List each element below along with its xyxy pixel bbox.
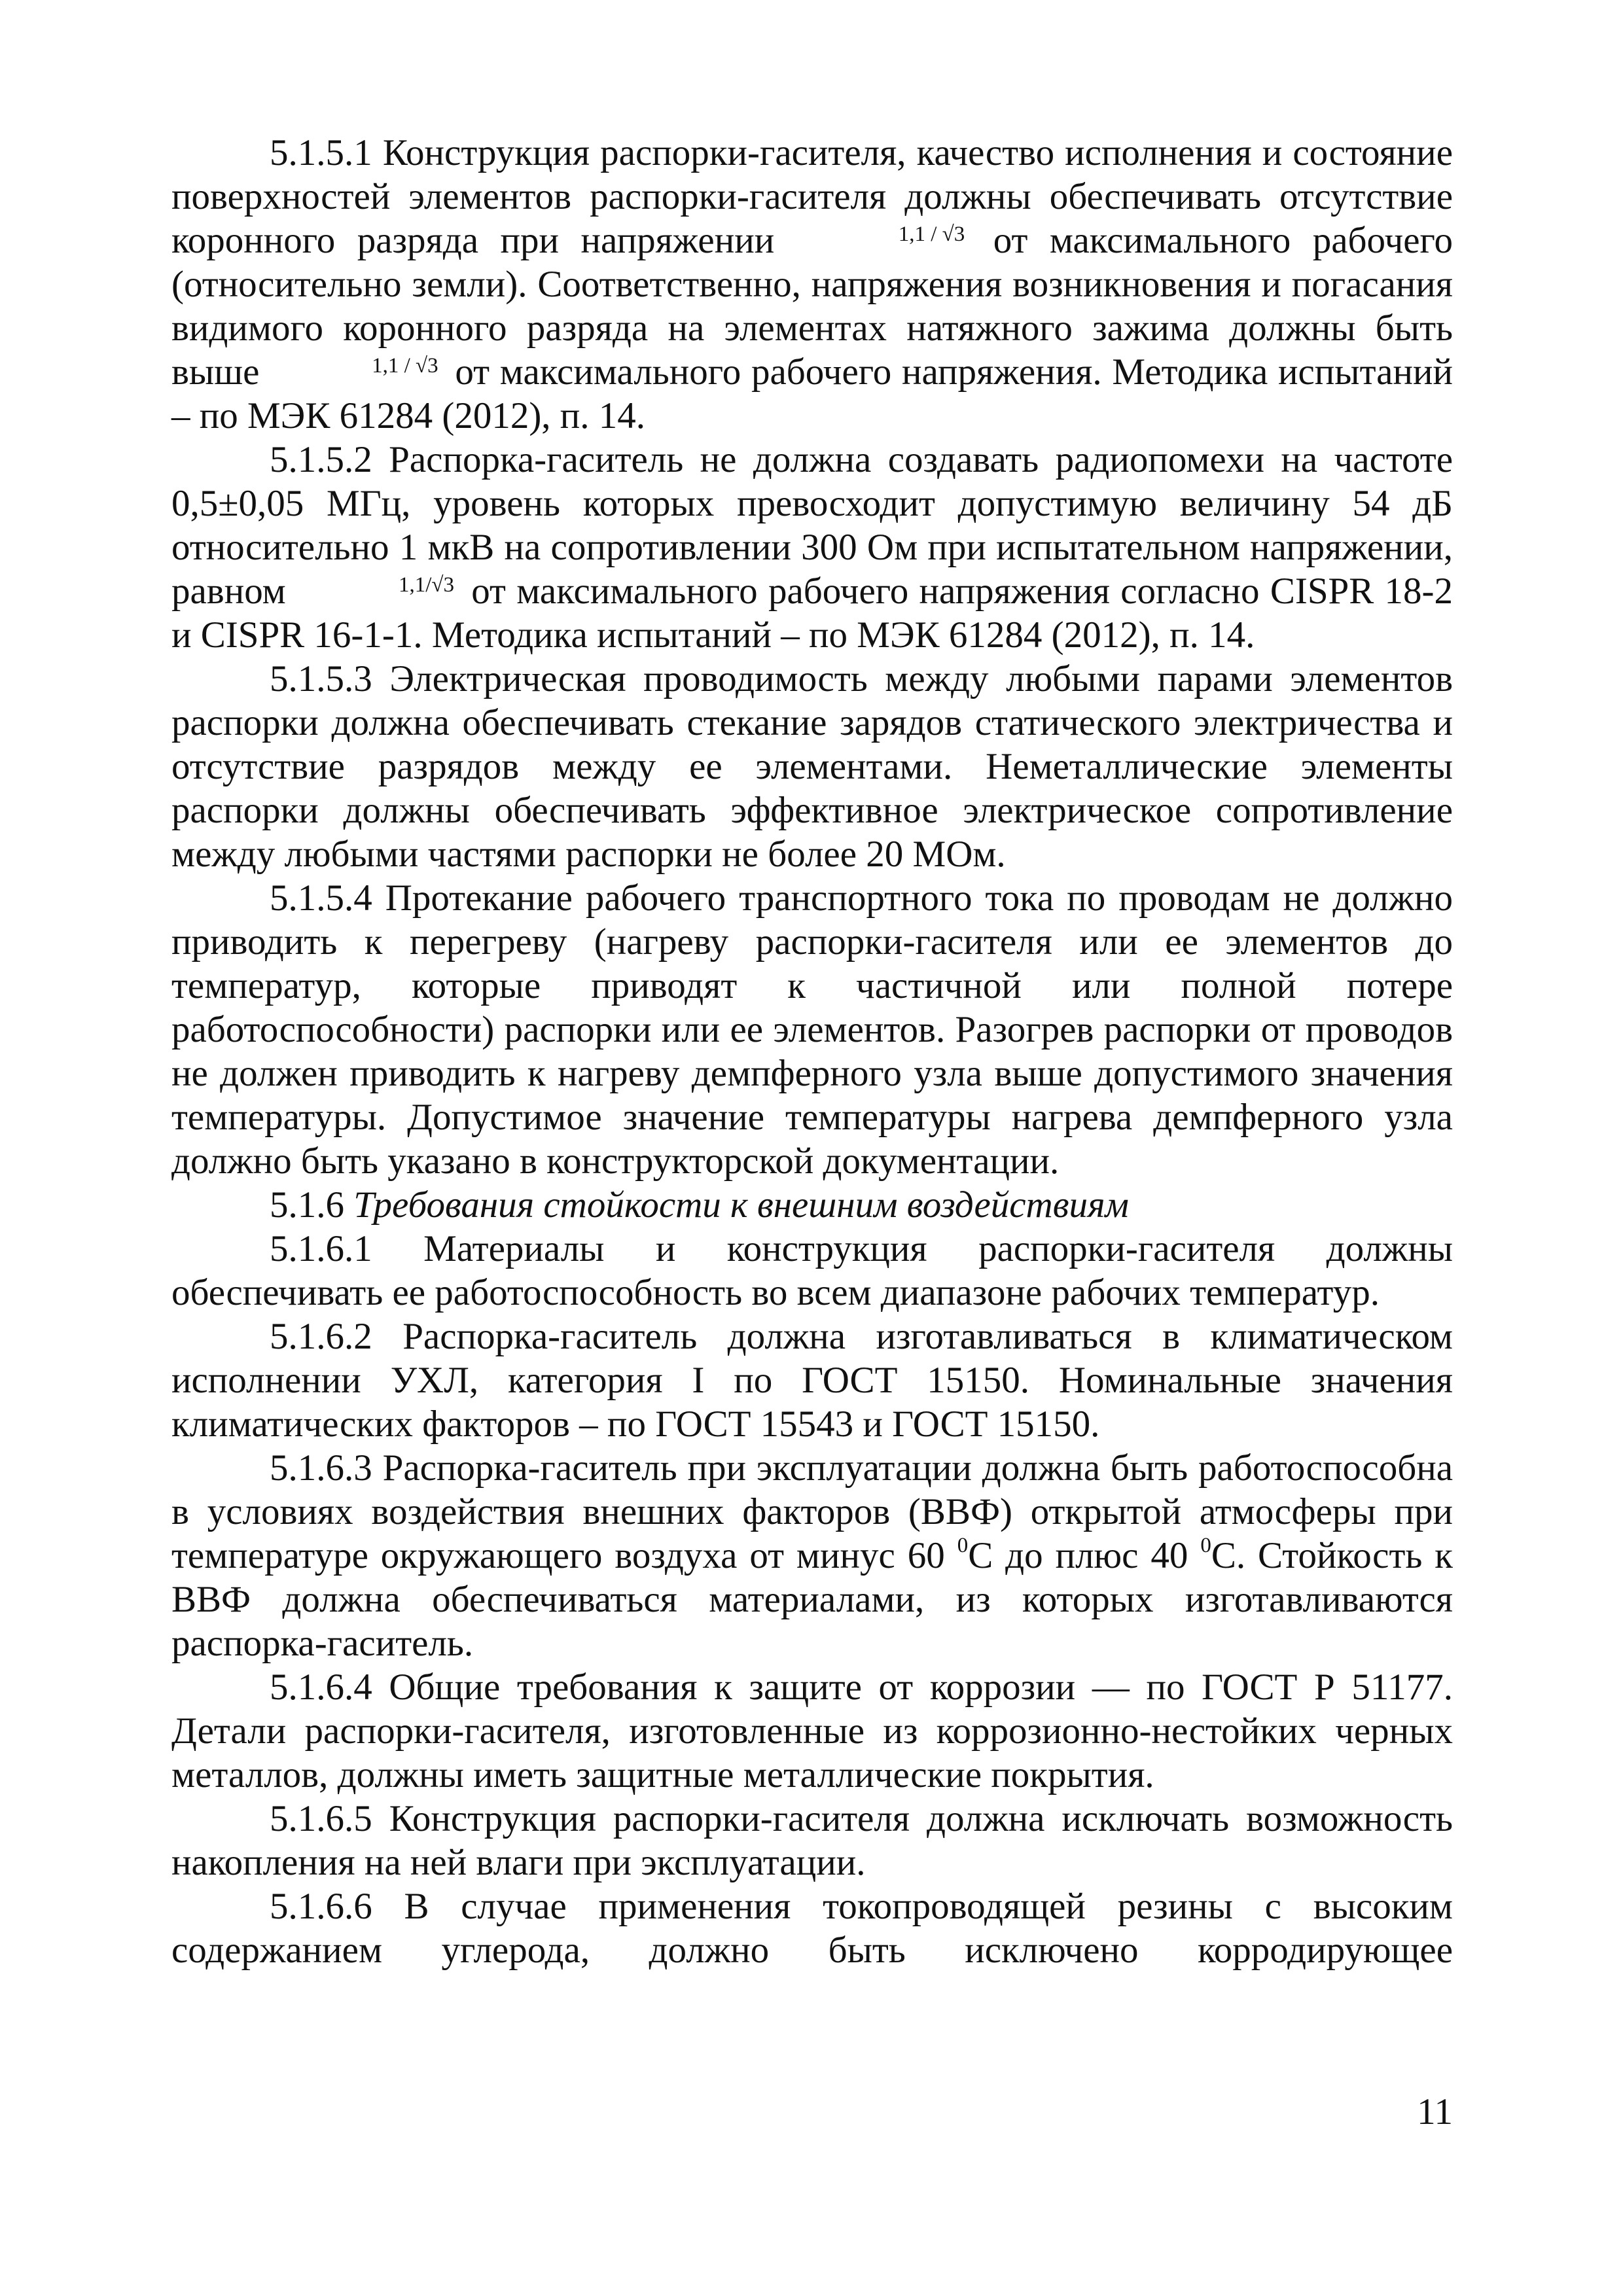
paragraph-5-1-6-4: 5.1.6.4 Общие требования к защите от коррозии — по ГОСТ Р 51177. Детали распорки-гасителя, изготовленные из коррозионно-нестойких черных металлов, должны иметь защитные металлические покрытия. — [171, 1667, 1453, 1795]
paragraph-5-1-5-2 — [171, 438, 1453, 657]
formula-1-1-over-sqrt3: 1,1/√3 — [398, 573, 455, 597]
paragraph-text: 5.1.5.2 Распорка-гаситель не должна создавать радиопомехи на частоте 0,5±0,05 МГц, уровень которых превосходит допустимую величину 54 дБ относительно 1 мкВ на сопротивлении 300 Ом при испытательном напряжении, равном — [171, 439, 1453, 612]
degree-superscript: 0 — [1200, 1534, 1211, 1557]
paragraph-5-1-5-3: 5.1.5.3 Электрическая проводимость между любыми парами элементов распорки должна обеспечивать стекание зарядов статического электричества и отсутствие разрядов между ее элементами. Неметаллические элементы распорки должны обеспечивать эффективное электрическое сопротивление между любыми частями распорки не более 20 МОм. — [171, 658, 1453, 875]
paragraph-text: от максимального рабочего напряжения согласно CISPR 18-2 и CISPR 16-1-1. Методика испытаний – по МЭК 61284 (2012), п. 14. — [171, 571, 1453, 656]
paragraph-5-1-6-6: 5.1.6.6 В случае применения токопроводящей резины с высоким содержанием углерода, должно быть исключено корродирующее — [171, 1886, 1453, 1971]
paragraph-text: от максимального рабочего напряжения. Методика испытаний – по МЭК 61284 (2012), п. 14. — [171, 351, 1453, 436]
paragraph-5-1-6-1: 5.1.6.1 Материалы и конструкция распорки-гасителя должны обеспечивать ее работоспособность во всем диапазоне рабочих температур. — [171, 1228, 1453, 1313]
section-heading-5-1-6 — [171, 1183, 1453, 1227]
formula-1-1-over-sqrt3: 1,1 / √3 — [898, 222, 965, 246]
paragraph-5-1-5-4: 5.1.5.4 Протекание рабочего транспортного тока по проводам не должно приводить к перегреву (нагреву распорки-гасителя или ее элементов до температур, которые приводят к частичной или полной потере работоспособности) распорки или ее элементов. Разогрев распорки от проводов не должен приводить к нагреву демпферного узла выше допустимого значения температуры. Допустимое значение температуры нагрева демпферного узла должно быть указано в конструкторской документации. — [171, 877, 1453, 1182]
degree-superscript: 0 — [957, 1534, 969, 1557]
formula-1-1-over-sqrt3: 1,1 / √3 — [372, 354, 438, 378]
paragraph-text: С до плюс 40 — [968, 1535, 1188, 1576]
paragraph-5-1-6-3 — [171, 1446, 1453, 1665]
paragraph-text: от максимального рабочего (относительно земли). Соответственно, напряжения возникновения и погасания видимого коронного разряда на элементах натяжного зажима должны быть выше — [171, 220, 1453, 393]
paragraph-5-1-6-5: 5.1.6.5 Конструкция распорки-гасителя должна исключать возможность накопления на ней влаги при эксплуатации. — [171, 1798, 1453, 1883]
page-number: 11 — [1417, 2091, 1453, 2132]
paragraph-text: С. Стойкость к ВВФ должна обеспечиваться материалами, из которых изготавливаются распорка-гаситель. — [171, 1535, 1453, 1664]
section-title: Требования стойкости к внешним воздействиям — [353, 1184, 1129, 1226]
document-page — [171, 131, 1453, 1972]
paragraph-text: 5.1.5.1 Конструкция распорки-гасителя, качество исполнения и состояние поверхностей элементов распорки-гасителя должны обеспечивать отсутствие коронного разряда при напряжении — [171, 132, 1453, 261]
paragraph-5-1-6-2: 5.1.6.2 Распорка-гаситель должна изготавливаться в климатическом исполнении УХЛ, категория I по ГОСТ 15150. Номинальные значения климатических факторов – по ГОСТ 15543 и ГОСТ 15150. — [171, 1316, 1453, 1445]
paragraph-text: 5.1.6.3 Распорка-гаситель при эксплуатации должна быть работоспособна в условиях воздействия внешних факторов (ВВФ) открытой атмосферы при температуре окружающего воздуха от минус 60 — [171, 1447, 1453, 1576]
paragraph-5-1-5-1 — [171, 131, 1453, 438]
section-number: 5.1.6 — [270, 1184, 344, 1226]
